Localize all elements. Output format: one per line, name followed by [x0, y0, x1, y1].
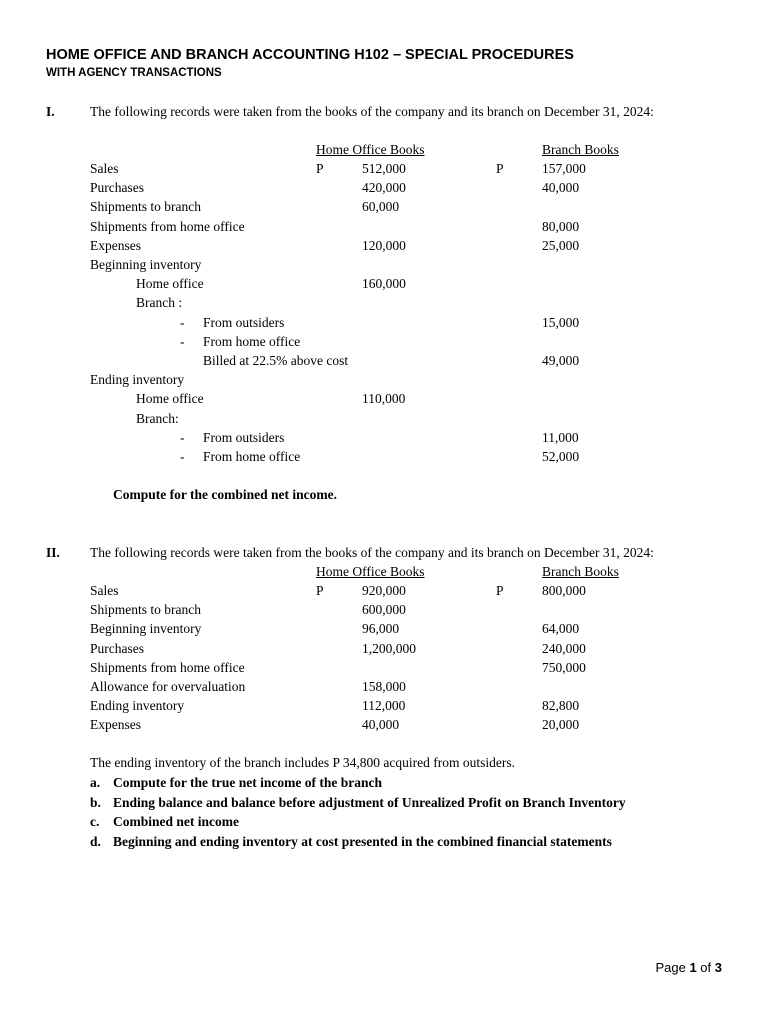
branch-amount: 25,000 — [542, 237, 580, 253]
problem2-note: The ending inventory of the branch includes P 34,800 acquired from outsiders. — [90, 755, 516, 770]
home-office-amount: 110,000 — [362, 391, 406, 407]
problem1-header-branch: Branch Books — [542, 142, 619, 157]
row-label: Purchases — [90, 640, 144, 656]
table-row — [0, 315, 768, 334]
table-row — [0, 257, 768, 276]
row-label: From outsiders — [203, 429, 285, 445]
table-row — [0, 180, 768, 199]
problem1-number: I. — [46, 104, 55, 119]
question-text: Combined net income — [113, 814, 239, 829]
row-label: Branch: — [136, 410, 179, 426]
table-row — [0, 411, 768, 430]
document-title: HOME OFFICE AND BRANCH ACCOUNTING H102 – SPECIAL PROCEDURES — [46, 47, 574, 63]
table-row — [0, 295, 768, 314]
branch-amount: 82,800 — [542, 698, 580, 714]
branch-amount: 157,000 — [542, 161, 586, 176]
row-label: Home office — [136, 391, 204, 407]
page-total: 3 — [714, 960, 722, 975]
branch-amount: 240,000 — [542, 640, 586, 656]
problem2-header-branch: Branch Books — [542, 564, 619, 579]
question-letter: a. — [90, 775, 101, 790]
row-label: Shipments to branch — [90, 602, 201, 618]
problem1-header-home-office: Home Office Books — [316, 142, 425, 157]
branch-amount: 11,000 — [542, 429, 579, 445]
row-label: Shipments to branch — [90, 199, 201, 215]
table-row — [0, 621, 768, 640]
branch-currency: P — [496, 161, 504, 176]
row-label: From home office — [203, 449, 301, 464]
row-label: From outsiders — [203, 314, 285, 330]
page-footer — [655, 960, 722, 975]
table-row — [0, 199, 768, 218]
home-office-amount: 600,000 — [362, 602, 406, 618]
branch-amount: 40,000 — [542, 180, 580, 196]
row-label: Expenses — [90, 237, 141, 253]
table-row — [0, 641, 768, 660]
row-label: Expenses — [90, 717, 141, 733]
row-dash: - — [180, 314, 185, 330]
table-row — [0, 430, 768, 449]
branch-amount: 49,000 — [542, 353, 580, 368]
row-label: Sales — [90, 161, 119, 176]
row-dash: - — [180, 333, 185, 349]
row-dash: - — [180, 429, 185, 445]
question-letter: d. — [90, 833, 101, 849]
row-label: From home office — [203, 333, 301, 349]
row-label: Allowance for overvaluation — [90, 679, 246, 694]
row-label: Shipments from home office — [90, 659, 245, 675]
table-row — [0, 353, 768, 372]
row-label: Sales — [90, 583, 119, 598]
table-row — [0, 602, 768, 621]
table-row — [0, 372, 768, 391]
page-label: Page — [655, 960, 686, 975]
row-label: Beginning inventory — [90, 621, 202, 637]
problem2-intro: The following records were taken from the books of the company and its branch on December 31, 2024: — [90, 545, 654, 560]
home-office-amount: 158,000 — [362, 679, 406, 694]
branch-amount: 15,000 — [542, 314, 580, 330]
branch-amount: 800,000 — [542, 583, 586, 598]
row-label: Home office — [136, 276, 204, 292]
page-of-label: of — [700, 960, 712, 975]
table-row — [0, 391, 768, 410]
home-office-amount: 420,000 — [362, 180, 406, 196]
row-label: Ending inventory — [90, 372, 185, 388]
problem2-number: II. — [46, 545, 60, 560]
branch-amount: 80,000 — [542, 218, 580, 234]
home-office-amount: 112,000 — [362, 698, 406, 714]
table-row — [0, 717, 768, 736]
row-label: Purchases — [90, 180, 144, 196]
branch-amount: 52,000 — [542, 449, 580, 464]
page-number: 1 — [689, 960, 697, 975]
table-row — [0, 334, 768, 353]
question-letter: c. — [90, 814, 100, 829]
home-office-amount: 160,000 — [362, 276, 406, 292]
row-label: Billed at 22.5% above cost — [203, 353, 349, 368]
row-label: Ending inventory — [90, 698, 185, 714]
problem1-intro: The following records were taken from the books of the company and its branch on December 31, 2024: — [90, 104, 654, 119]
home-office-currency: P — [316, 161, 324, 176]
home-office-amount: 512,000 — [362, 161, 406, 176]
question-text: Beginning and ending inventory at cost presented in the combined financial statements — [113, 833, 612, 849]
question-letter: b. — [90, 794, 101, 810]
row-label: Shipments from home office — [90, 218, 245, 234]
branch-amount: 20,000 — [542, 717, 580, 733]
problem1-task: Compute for the combined net income. — [113, 487, 337, 502]
home-office-amount: 96,000 — [362, 621, 400, 637]
branch-currency: P — [496, 583, 504, 598]
home-office-amount: 920,000 — [362, 583, 406, 598]
row-dash: - — [180, 449, 185, 464]
table-row — [0, 583, 768, 602]
table-row — [0, 238, 768, 257]
row-label: Beginning inventory — [90, 257, 202, 272]
home-office-amount: 1,200,000 — [362, 640, 416, 656]
problem2-header-home-office: Home Office Books — [316, 564, 425, 579]
table-row — [0, 698, 768, 717]
question-text: Ending balance and balance before adjustment of Unrealized Profit on Branch Inventory — [113, 794, 626, 810]
branch-amount: 64,000 — [542, 621, 580, 637]
home-office-currency: P — [316, 583, 324, 598]
question-text: Compute for the true net income of the branch — [113, 775, 382, 790]
document-subtitle: WITH AGENCY TRANSACTIONS — [46, 67, 222, 79]
branch-amount: 750,000 — [542, 659, 586, 675]
table-row — [0, 449, 768, 468]
table-row — [0, 679, 768, 698]
table-row — [0, 276, 768, 295]
home-office-amount: 40,000 — [362, 717, 400, 733]
home-office-amount: 60,000 — [362, 199, 400, 215]
table-row — [0, 161, 768, 180]
row-label: Branch : — [136, 295, 183, 311]
table-row — [0, 219, 768, 238]
table-row — [0, 660, 768, 679]
home-office-amount: 120,000 — [362, 237, 406, 253]
